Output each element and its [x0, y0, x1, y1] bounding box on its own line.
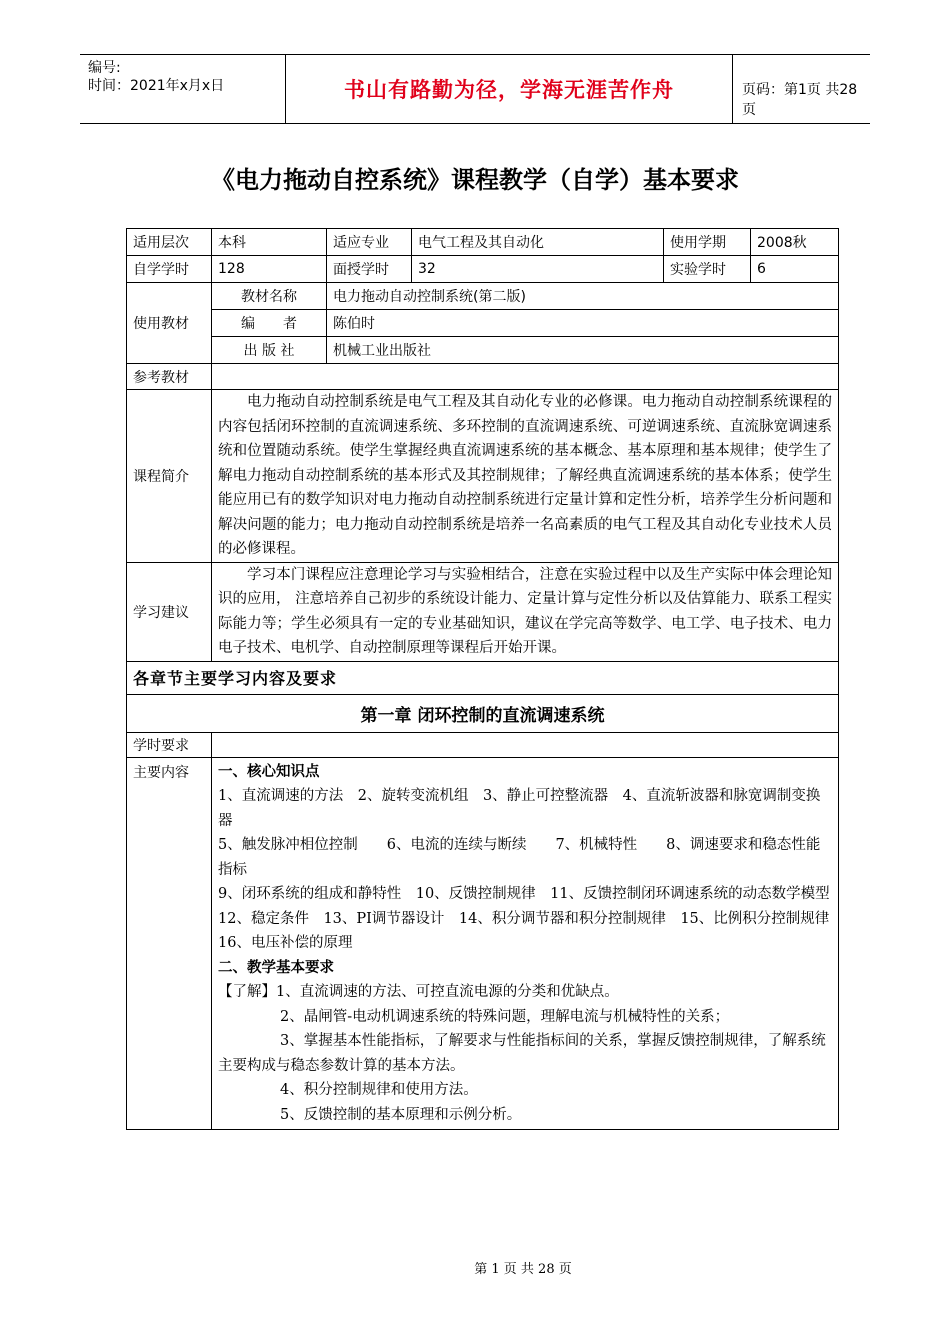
- content-section-heading: 二、教学基本要求: [218, 958, 334, 976]
- table-row: [127, 229, 839, 256]
- lab-hours-label: 实验学时: [664, 256, 751, 283]
- self-hours-label: 自学学时: [127, 256, 212, 283]
- lecture-hours-label: 面授学时: [327, 256, 412, 283]
- lecture-hours-value: 32: [412, 256, 664, 283]
- textbook-name-label: 教材名称: [212, 283, 327, 310]
- main-content-label: 主要内容: [127, 757, 212, 1130]
- intro-label: 课程简介: [127, 390, 212, 563]
- textbook-label: 使用教材: [127, 283, 212, 364]
- textbook-name-value: 电力拖动自动控制系统(第二版): [327, 283, 839, 310]
- reference-label: 参考教材: [127, 364, 212, 390]
- table-row: [127, 694, 839, 732]
- term-label: 使用学期: [664, 229, 751, 256]
- hours-requirement-value: [212, 732, 839, 757]
- textbook-publisher-label: 出 版 社: [212, 337, 327, 364]
- intro-text-cell: [212, 390, 839, 563]
- table-row: [127, 283, 839, 310]
- requirements-table: [126, 228, 845, 1130]
- table-row: [127, 390, 839, 563]
- table-row: [127, 310, 839, 337]
- intro-text: 电力拖动自动控制系统是电气工程及其自动化专业的必修课。电力拖动自动控制系统课程的内容包括闭环控制的直流调速系统、多环控制的直流调速系统、可逆调速系统、直流脉宽调速系统和位置随动系统。使学生掌握经典直流调速系统的基本概念、基本原理和基本规律；使学生了解电力拖动自动控制系统的基本形式及其控制规律；了解经典直流调速系统的基本体系；使学生能应用已有的数学知识对电力拖动自动控制系统进行定量计算和定性分析，培养学生分析问题和解决问题的能力；电力拖动自动控制系统是培养一名高素质的电气工程及其自动化专业技术人员的必修课程。: [218, 394, 832, 557]
- advice-text: 学习本门课程应注意理论学习与实验相结合，注意在实验过程中以及生产实际中体会理论知识的应用， 注意培养自己初步的系统设计能力、定量计算与定性分析以及估算能力、联系工程实际能力等；学生必须具有一定的专业基础知识，建议在学完高等数学、电工学、电子技术、电力电子技术、电机学、自动控制原理等课程后开始开课。: [218, 566, 832, 656]
- content-line: 1、直流调速的方法 2、旋转变流机组 3、静止可控整流器 4、直流斩波器和脉宽调制变换器: [218, 788, 821, 829]
- date-label: 时间：2021年x月x日: [88, 78, 225, 94]
- main-content-cell: [212, 757, 845, 1130]
- header-left: [88, 59, 224, 95]
- table-row: [127, 562, 839, 661]
- page-footer: 第 1 页 共 28 页: [474, 1262, 572, 1277]
- term-value: 2008秋: [751, 229, 839, 256]
- reference-value: [212, 364, 839, 390]
- chapters-heading: 各章节主要学习内容及要求: [127, 661, 839, 694]
- textbook-author-label: 编 者: [212, 310, 327, 337]
- content-line: 4、积分控制规律和使用方法。: [280, 1082, 478, 1098]
- table-row: [127, 337, 839, 364]
- table-row: [127, 364, 839, 390]
- content-line: 5、反馈控制的基本原理和示例分析。: [280, 1106, 522, 1123]
- table-row: [127, 661, 839, 694]
- chapter-title: 第一章 闭环控制的直流调速系统: [127, 694, 839, 732]
- level-label: 适用层次: [127, 229, 212, 256]
- content-line: 16、电压补偿的原理: [218, 935, 353, 951]
- textbook-author-value: 陈伯时: [327, 310, 839, 337]
- motto: 书山有路勤为径，学海无涯苦作舟: [285, 55, 733, 123]
- advice-label: 学习建议: [127, 562, 212, 661]
- content-line: 5、触发脉冲相位控制 6、电流的连续与断续 7、机械特性 8、调速要求和稳态性能指标: [218, 837, 821, 878]
- major-label: 适应专业: [327, 229, 412, 256]
- self-hours-value: 128: [212, 256, 327, 283]
- table-row: [127, 732, 839, 757]
- advice-text-cell: [212, 562, 839, 661]
- textbook-publisher-value: 机械工业出版社: [327, 337, 839, 364]
- content-line: 9、闭环系统的组成和静特性 10、反馈控制规律 11、反馈控制闭环调速系统的动态数学模型 12、稳定条件 13、PI调节器设计 14、积分调节器和积分控制规律 15、比例积分控制规律: [218, 886, 845, 927]
- content-line: 3、掌握基本性能指标，了解要求与性能指标间的关系，掌握反馈控制规律，了解系统主要构成与稳态参数计算的基本方法。: [218, 1033, 826, 1074]
- content-line: 【了解】1、直流调速的方法、可控直流电源的分类和优缺点。: [218, 984, 619, 1000]
- page-number-label: 页码：第1页 共28页: [742, 82, 858, 118]
- document-title: 《电力拖动自控系统》课程教学（自学）基本要求: [211, 165, 739, 194]
- table-row: [127, 757, 839, 1130]
- number-label: 编号:: [88, 60, 121, 76]
- page-header: [80, 54, 870, 124]
- major-value: 电气工程及其自动化: [412, 229, 664, 256]
- hours-requirement-label: 学时要求: [127, 732, 212, 757]
- lab-hours-value: 6: [751, 256, 839, 283]
- content-section-heading: 一、核心知识点: [218, 762, 320, 780]
- table-row: [127, 256, 839, 283]
- content-line: 2、晶闸管-电动机调速系统的特殊问题，理解电流与机械特性的关系；: [280, 1008, 730, 1025]
- level-value: 本科: [212, 229, 327, 256]
